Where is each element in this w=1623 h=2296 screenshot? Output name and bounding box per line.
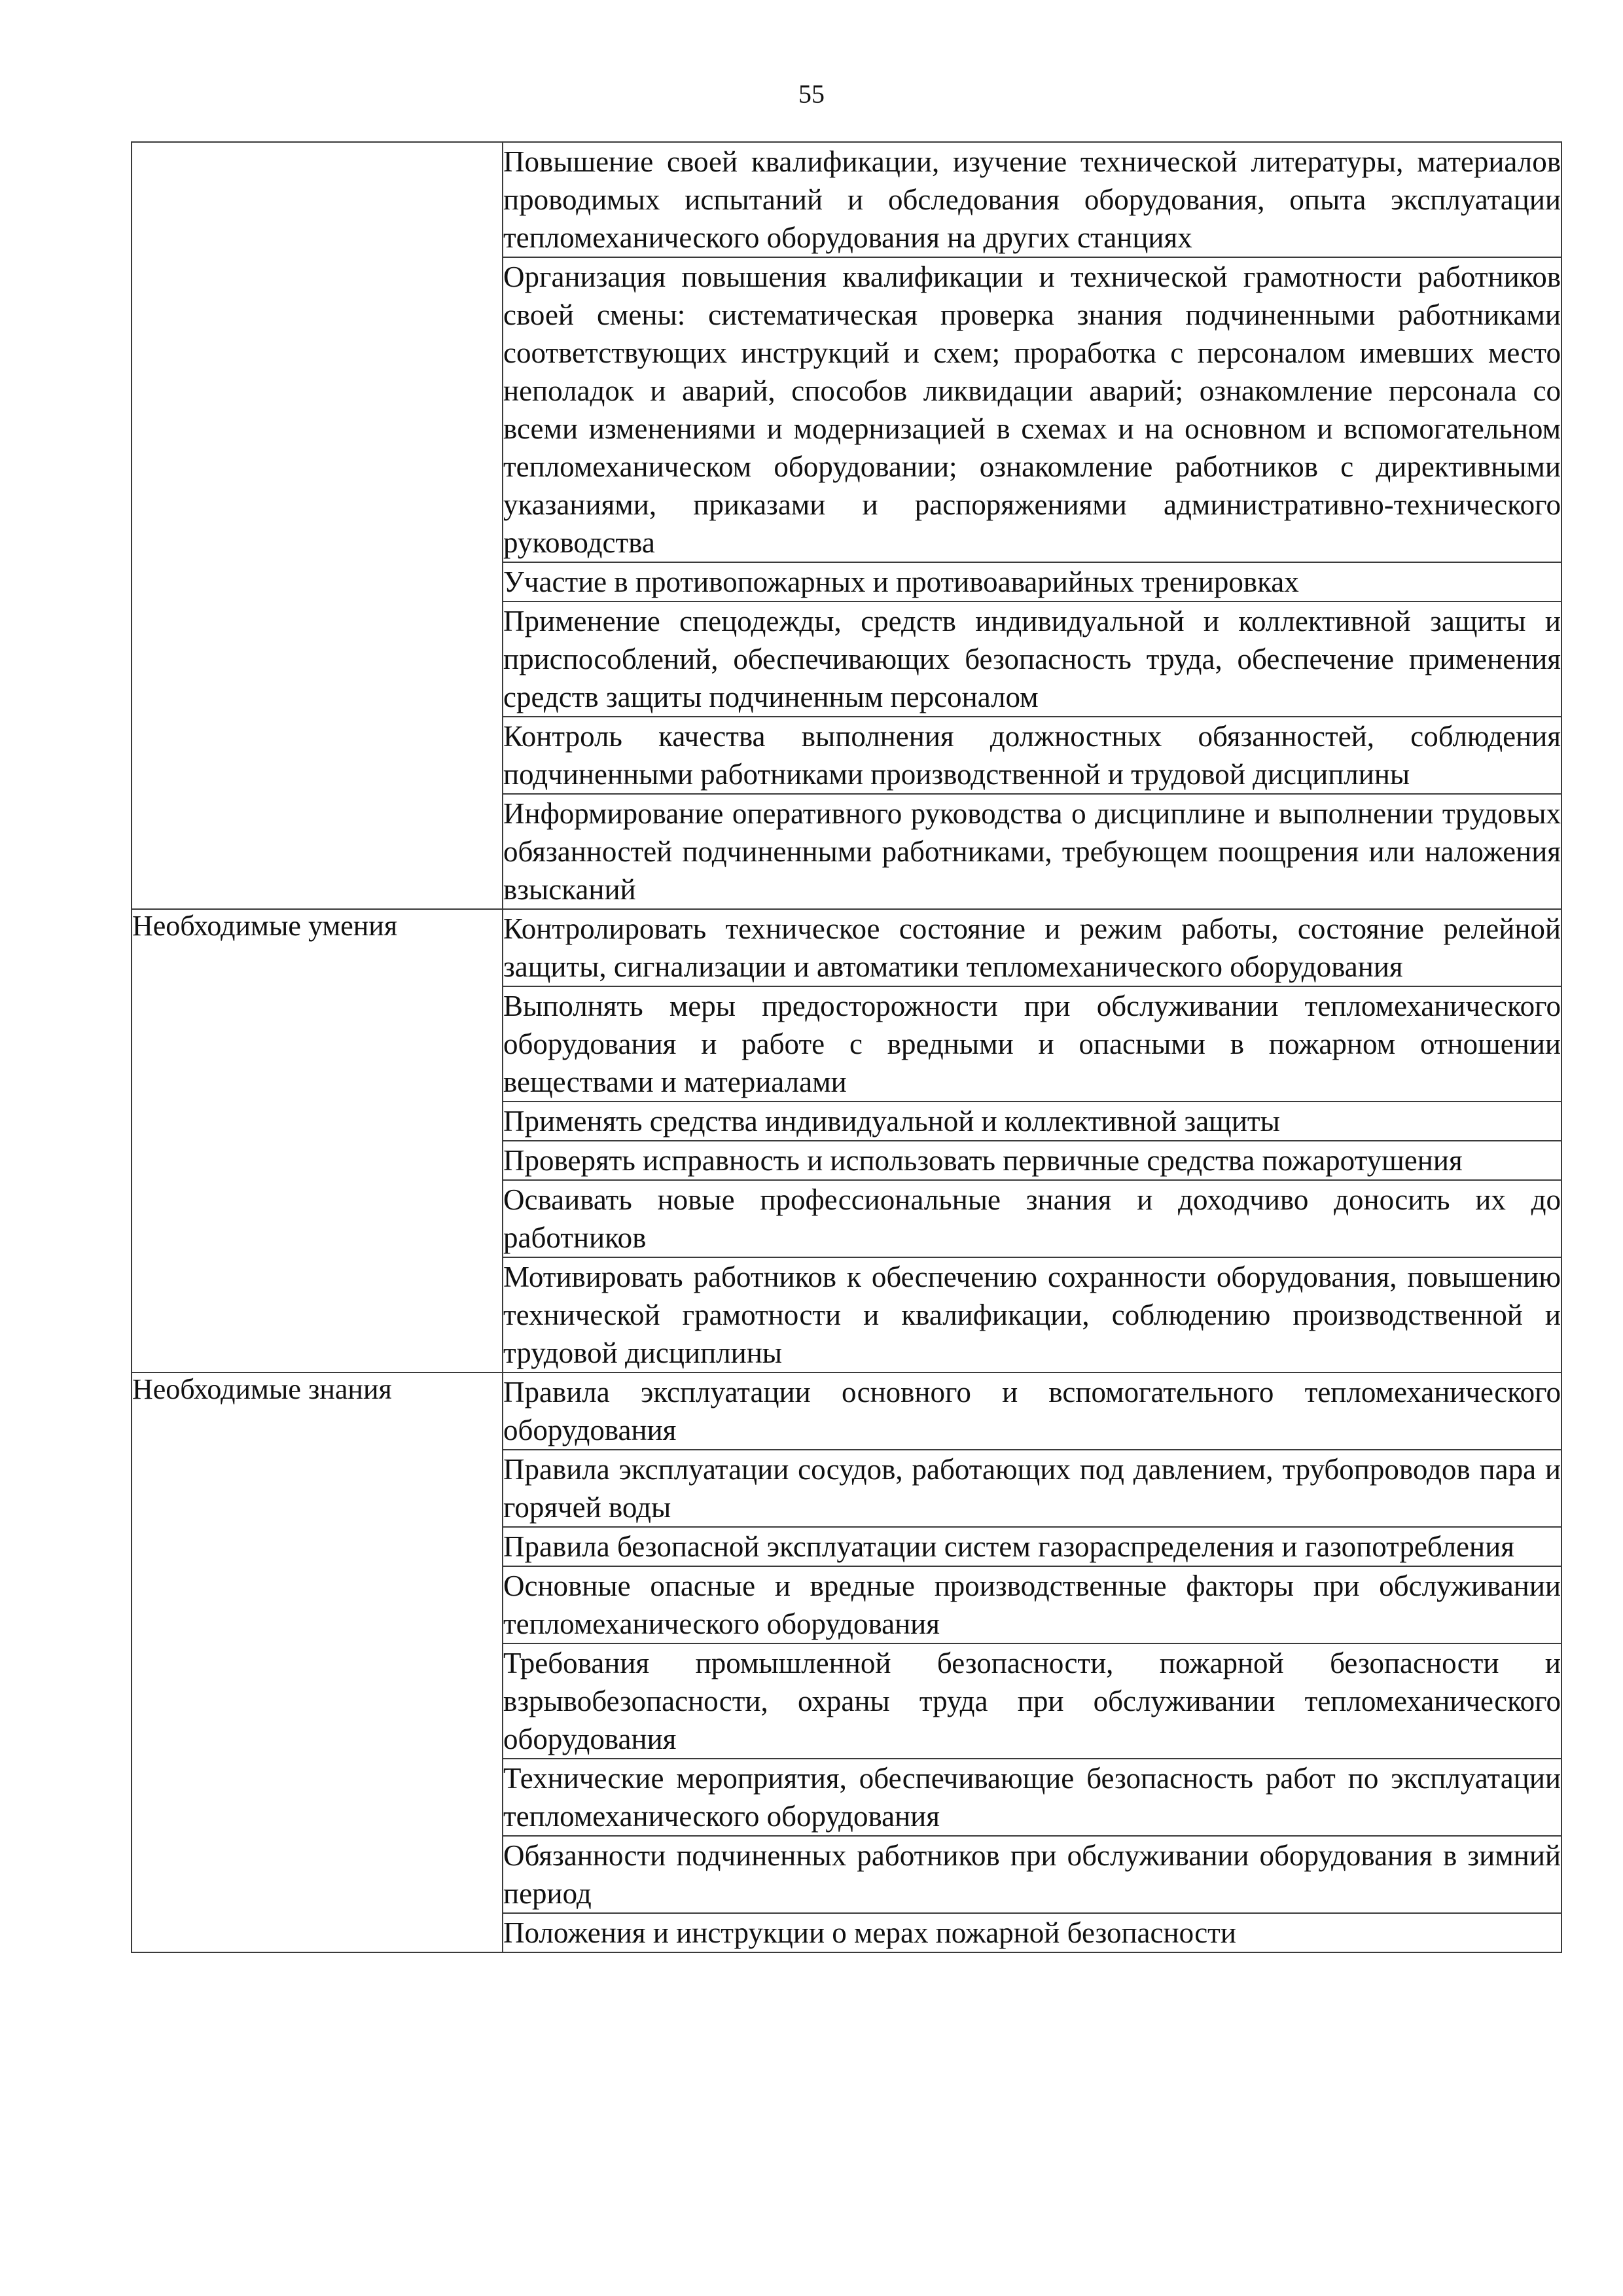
table-row [132,909,1561,986]
list-item: Применение спецодежды, средств индивидуальной и коллективной защиты и приспособлений, обеспечивающих безопасность труда, обеспечение применения средств защиты подчиненным персоналом [503,601,1561,717]
list-item: Проверять исправность и использовать первичные средства пожаротушения [503,1141,1561,1180]
list-item: Основные опасные и вредные производственные факторы при обслуживании тепломеханического оборудования [503,1566,1561,1643]
list-item: Контролировать техническое состояние и режим работы, состояние релейной защиты, сигнализации и автоматики тепломеханического оборудования [503,909,1561,986]
table-row [132,142,1561,257]
section-label-knowledge: Необходимые знания [132,1372,503,1952]
section-label-continued [132,142,503,909]
section-label-skills: Необходимые умения [132,909,503,1372]
list-item: Информирование оперативного руководства о дисциплине и выполнении трудовых обязанностей подчиненными работниками, требующем поощрения или наложения взысканий [503,794,1561,909]
list-item: Технические мероприятия, обеспечивающие безопасность работ по эксплуатации тепломеханического оборудования [503,1759,1561,1836]
list-item: Применять средства индивидуальной и коллективной защиты [503,1102,1561,1141]
list-item: Участие в противопожарных и противоаварийных тренировках [503,562,1561,601]
list-item: Организация повышения квалификации и технической грамотности работников своей смены: систематическая проверка знания подчиненными работниками соответствующих инструкций и схем; проработка с персоналом имевших место неполадок и аварий, способов ликвидации аварий; ознакомление персонала со всеми изменениями и модернизацией в схемах и на основном и вспомогательном тепломеханическом оборудовании; ознакомление работников с директивными указаниями, приказами и распоряжениями административно-технического руководства [503,257,1561,562]
page-number: 55 [798,79,825,109]
list-item: Контроль качества выполнения должностных обязанностей, соблюдения подчиненными работниками производственной и трудовой дисциплины [503,717,1561,794]
competency-table [131,141,1562,1953]
table-row [132,1372,1561,1450]
list-item: Положения и инструкции о мерах пожарной безопасности [503,1913,1561,1952]
list-item: Требования промышленной безопасности, пожарной безопасности и взрывобезопасности, охраны труда при обслуживании тепломеханического оборудования [503,1643,1561,1759]
list-item: Правила безопасной эксплуатации систем газораспределения и газопотребления [503,1527,1561,1566]
list-item: Выполнять меры предосторожности при обслуживании тепломеханического оборудования и работе с вредными и опасными в пожарном отношении веществами и материалами [503,986,1561,1102]
list-item: Обязанности подчиненных работников при обслуживании оборудования в зимний период [503,1836,1561,1913]
list-item: Мотивировать работников к обеспечению сохранности оборудования, повышению технической грамотности и квалификации, соблюдению производственной и трудовой дисциплины [503,1257,1561,1372]
list-item: Осваивать новые профессиональные знания и доходчиво доносить их до работников [503,1180,1561,1257]
list-item: Правила эксплуатации сосудов, работающих под давлением, трубопроводов пара и горячей воды [503,1450,1561,1527]
list-item: Повышение своей квалификации, изучение технической литературы, материалов проводимых испытаний и обследования оборудования, опыта эксплуатации тепломеханического оборудования на других станциях [503,142,1561,257]
list-item: Правила эксплуатации основного и вспомогательного тепломеханического оборудования [503,1372,1561,1450]
